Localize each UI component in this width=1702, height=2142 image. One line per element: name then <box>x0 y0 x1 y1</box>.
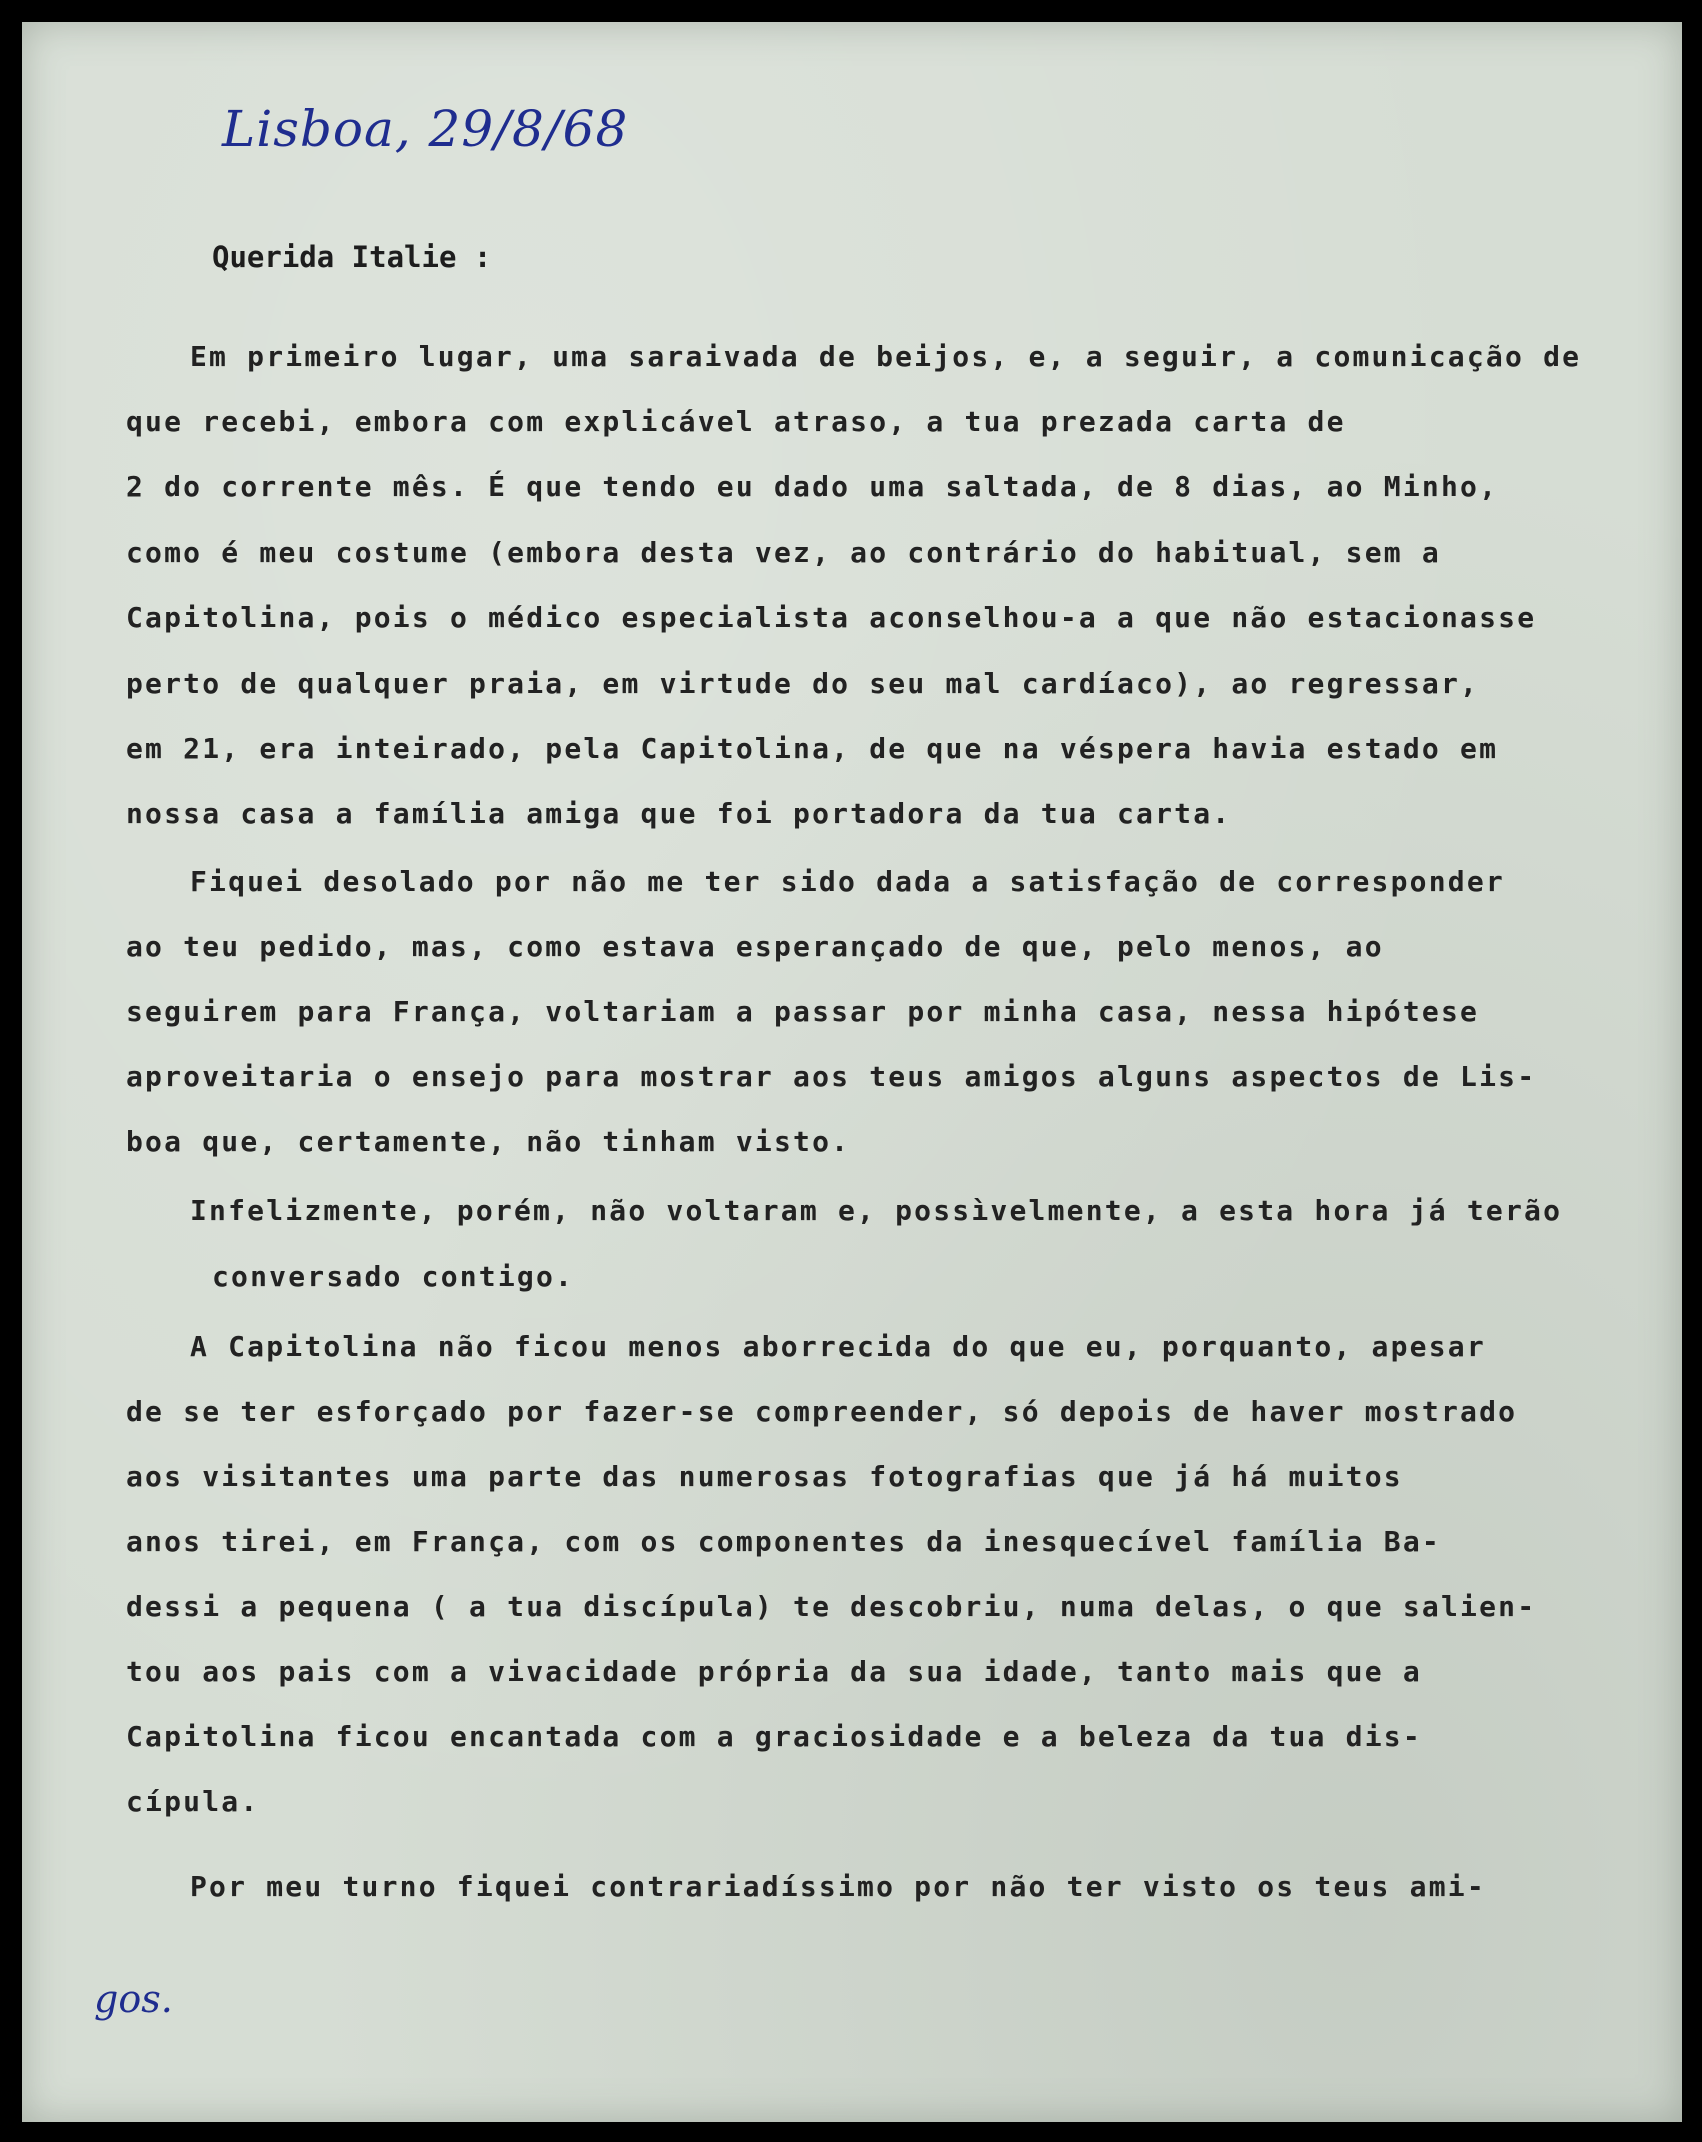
body-line: de se ter esforçado por fazer-se compreender, só depois de haver mostrado <box>126 1395 1518 1428</box>
body-line: Infelizmente, porém, não voltaram e, possìvelmente, a esta hora já terão <box>190 1194 1563 1227</box>
body-line: que recebi, embora com explicável atraso, a tua prezada carta de <box>126 405 1346 438</box>
body-line: Capitolina ficou encantada com a graciosidade e a beleza da tua dis- <box>126 1720 1422 1753</box>
letter-page <box>22 22 1682 2122</box>
body-line: nossa casa a família amiga que foi portadora da tua carta. <box>126 797 1232 830</box>
body-line: seguirem para França, voltariam a passar por minha casa, nessa hipótese <box>126 995 1480 1028</box>
body-line: Em primeiro lugar, uma saraivada de beijos, e, a seguir, a comunicação de <box>190 340 1582 373</box>
handwritten-last-word: gos. <box>94 1977 173 2021</box>
body-line: anos tirei, em França, com os componentes da inesquecível família Ba- <box>126 1525 1441 1558</box>
salutation: Querida Italie : <box>212 240 492 274</box>
body-line: cípula. <box>126 1785 260 1818</box>
body-line: A Capitolina não ficou menos aborrecida do que eu, porquanto, apesar <box>190 1330 1486 1363</box>
body-line: como é meu costume (embora desta vez, ao contrário do habitual, sem a <box>126 536 1441 569</box>
body-line: perto de qualquer praia, em virtude do seu mal cardíaco), ao regressar, <box>126 667 1480 700</box>
body-line: Fiquei desolado por não me ter sido dada a satisfação de corresponder <box>190 865 1505 898</box>
body-line: aproveitaria o ensejo para mostrar aos teus amigos alguns aspectos de Lis- <box>126 1060 1537 1093</box>
body-line: aos visitantes uma parte das numerosas fotografias que já há muitos <box>126 1460 1403 1493</box>
body-line: 2 do corrente mês. É que tendo eu dado uma saltada, de 8 dias, ao Minho, <box>126 470 1499 503</box>
body-line: dessi a pequena ( a tua discípula) te descobriu, numa delas, o que salien- <box>126 1590 1537 1623</box>
body-line: conversado contigo. <box>212 1260 575 1293</box>
body-line: em 21, era inteirado, pela Capitolina, de que na véspera havia estado em <box>126 732 1499 765</box>
body-line: boa que, certamente, não tinham visto. <box>126 1125 851 1158</box>
handwritten-dateline: Lisboa, 29/8/68 <box>222 100 629 158</box>
body-line: ao teu pedido, mas, como estava esperançado de que, pelo menos, ao <box>126 930 1384 963</box>
body-line: tou aos pais com a vivacidade própria da sua idade, tanto mais que a <box>126 1655 1422 1688</box>
body-line: Por meu turno fiquei contrariadíssimo por não ter visto os teus ami- <box>190 1870 1486 1903</box>
body-line: Capitolina, pois o médico especialista aconselhou-a a que não estacionasse <box>126 601 1537 634</box>
